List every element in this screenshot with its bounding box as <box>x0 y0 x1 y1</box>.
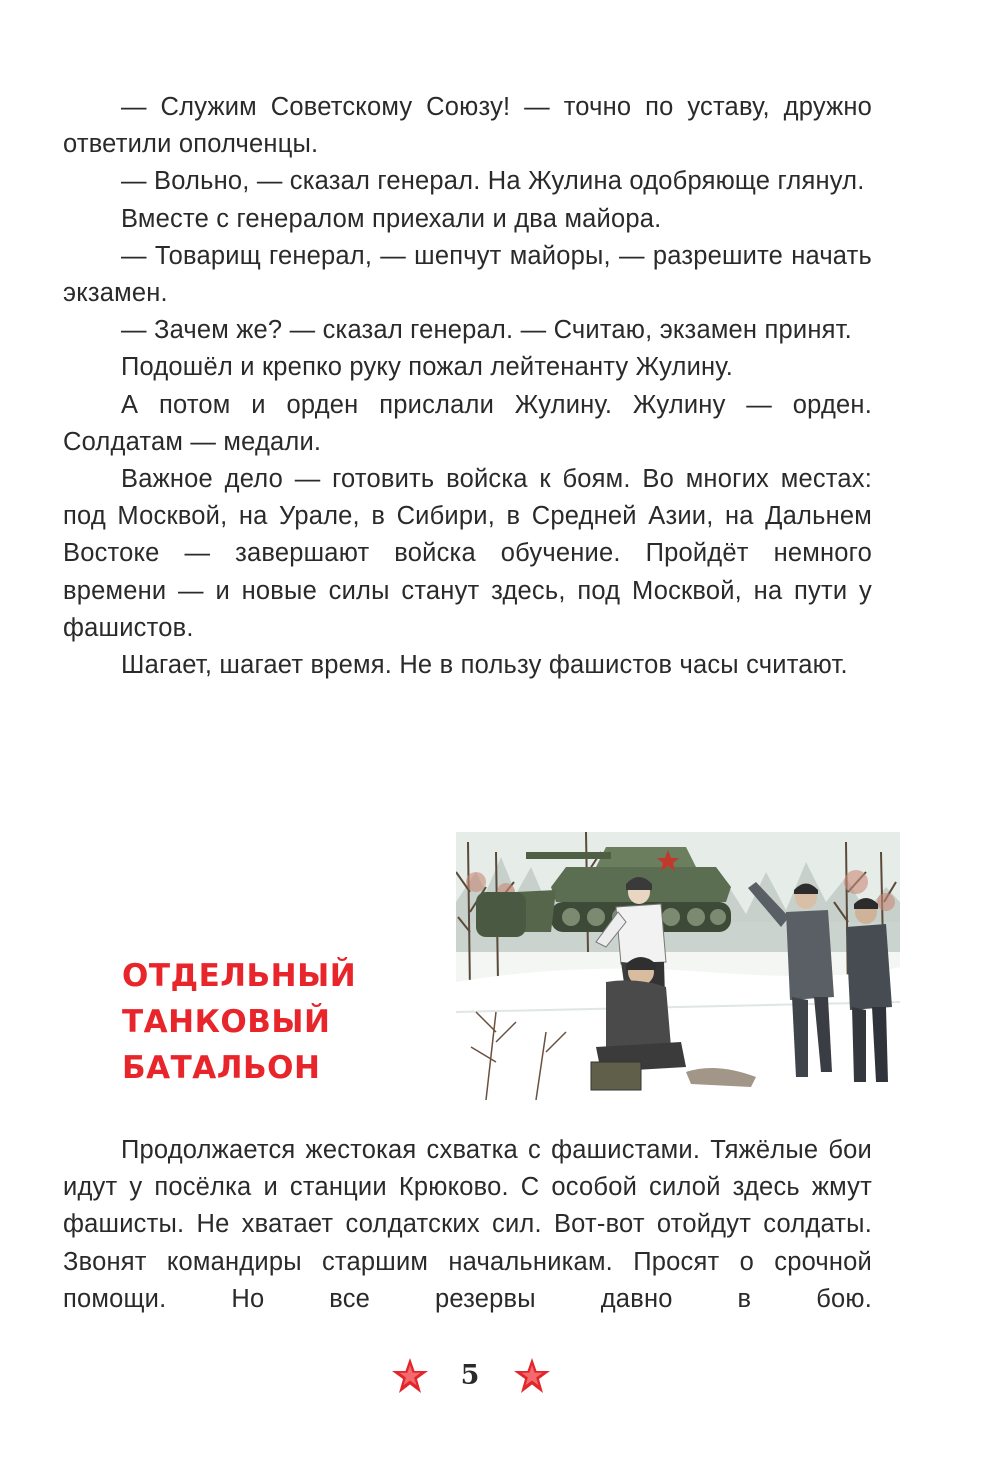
top-text-block <box>63 89 872 684</box>
section-title <box>122 953 356 1091</box>
section-title-line: ТАНКОВЫЙ <box>122 1004 331 1040</box>
red-star-icon <box>512 1356 552 1396</box>
paragraph: — Товарищ генерал, — шепчут майоры, — разрешите начать экзамен. <box>63 241 872 308</box>
red-star-icon <box>390 1356 430 1396</box>
illustration-tank-soldiers-winter <box>456 832 900 1100</box>
paragraph: Важное дело — готовить войска к боям. Во многих местах: под Москвой, на Урале, в Сибири, в Средней Азии, на Дальнем Востоке — завершают войска обучение. Пройдёт немного времени — и новые силы станут здесь, под Москвой, на пути у фашистов. <box>63 465 872 642</box>
paragraph: — Зачем же? — сказал генерал. — Считаю, экзамен принят. <box>121 316 852 345</box>
paragraph: Шагает, шагает время. Не в пользу фашистов часы считают. <box>121 651 848 680</box>
page-number: 5 <box>460 1360 480 1391</box>
page-footer <box>0 1348 1000 1408</box>
paragraph: Вместе с генералом приехали и два майора. <box>121 204 662 233</box>
paragraph: — Вольно, — сказал генерал. На Жулина одобряюще глянул. <box>121 167 865 196</box>
paragraph: Продолжается жестокая схватка с фашистами. Тяжёлые бои идут у посёлка и станции Крюково. С особой силой здесь жмут фашисты. Не хватает солдатских сил. Вот-вот отойдут солдаты. Звонят командиры старшим начальникам. Просят о срочной помощи. Но все резервы давно в бою. <box>63 1136 872 1313</box>
section-title-line: БАТАЛЬОН <box>122 1050 321 1086</box>
paragraph: Подошёл и крепко руку пожал лейтенанту Жулину. <box>121 353 733 382</box>
bottom-text-block <box>63 1132 872 1318</box>
section-title-line: ОТДЕЛЬНЫЙ <box>122 958 357 994</box>
paragraph: — Служим Советскому Союзу! — точно по уставу, дружно ответили ополченцы. <box>63 93 872 159</box>
paragraph: А потом и орден прислали Жулину. Жулину — орден. Солдатам — медали. <box>63 390 872 456</box>
